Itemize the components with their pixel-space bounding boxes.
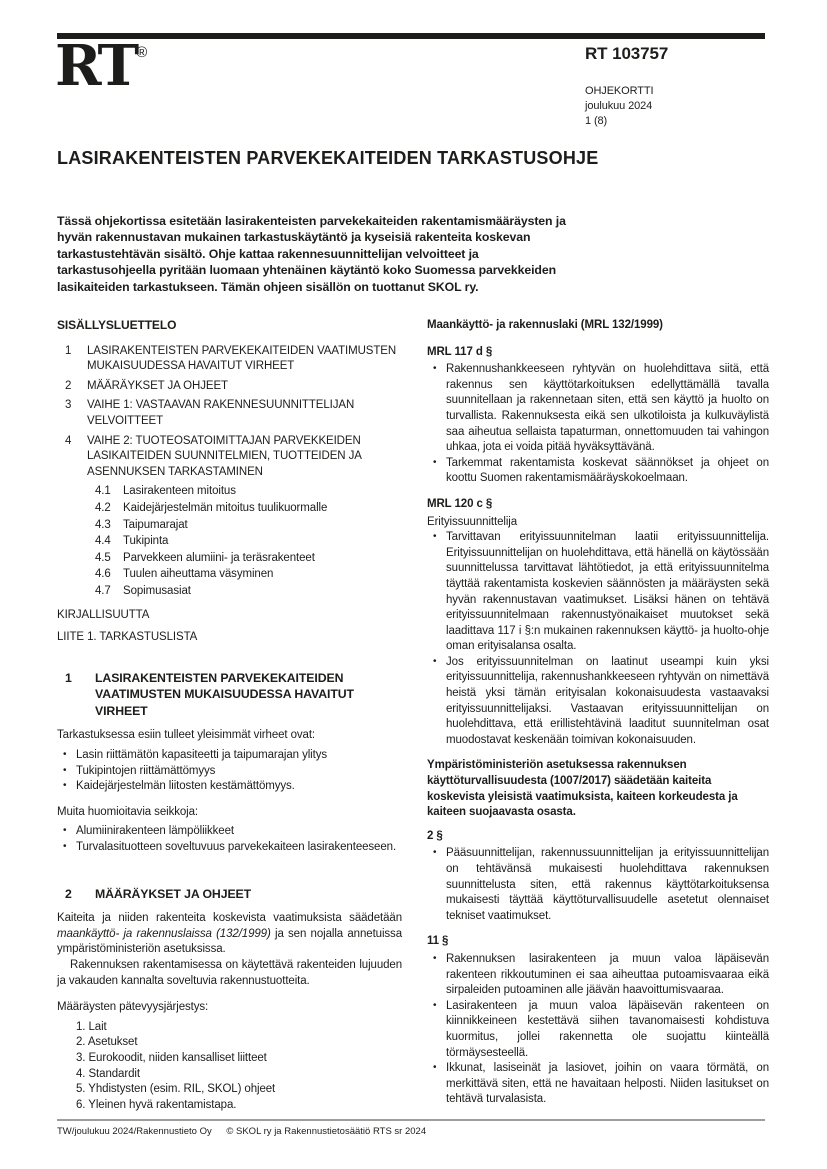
bullet-item: • Turvalasituotteen soveltuvuus parvekekaiteen lasirakenteeseen. (57, 840, 402, 856)
toc-subitem (57, 501, 402, 517)
toc-item-number: 3 (65, 399, 72, 412)
toc-heading: SISÄLLYSLUETTELO (57, 318, 177, 332)
law-reference-italic: maankäyttö- ja rakennuslaissa (132/1999) (57, 927, 271, 940)
toc-item-label: VAIHE 2: TUOTEOSATOIMITTAJAN PARVEKKEIDEN LASIKAITEIDEN SUUNNITELMIEN, TUOTTEIDEN JA ASENNUKSEN TARKASTAMINEN (87, 434, 362, 478)
section-2-title: MÄÄRÄYKSET JA OHJEET (95, 886, 252, 901)
priority-ordered-list (57, 1020, 402, 1114)
document-type: OHJEKORTTI (585, 85, 654, 97)
bullet-item: • Lasirakenteen ja muun valoa läpäisevän rakenteen on kiinnikkeineen kestettävä siihen tavanomaisesti kohdistuva kuormitus, jollei rakennetta ole suojattu kiinteällä törmäysesteellä. (427, 999, 769, 1061)
toc-subitem-label: Tuulen aiheuttama väsyminen (123, 568, 274, 581)
mrl-120c-heading: MRL 120 c § (427, 497, 493, 510)
mrl-120c-bullets (427, 530, 769, 748)
ordered-list-item: 3. Eurokoodit, niiden kansalliset liitteet (76, 1051, 267, 1064)
toc-subitem-label: Parvekkeen alumiini- ja teräsrakenteet (123, 551, 315, 564)
toc-subitem-label: Lasirakenteen mitoitus (123, 485, 236, 498)
paragraph-text: ja sen nojalla annetuissa ympäristöministeriön asetuksissa. (57, 927, 403, 956)
bullet-item: • Tukipintojen riittämättömyys (57, 764, 402, 780)
toc-tail-item (57, 630, 402, 646)
toc-subitem (57, 534, 402, 550)
left-column (57, 318, 402, 1118)
toc-subitem (57, 567, 402, 583)
footer-publisher: TW/joulukuu 2024/Rakennustieto Oy (57, 1126, 212, 1137)
paragraph-text: Kaiteita ja niiden rakenteita koskevista vaatimuksista säädetään (57, 912, 402, 925)
toc-subitem (57, 584, 402, 600)
document-number: RT 103757 (585, 44, 669, 63)
toc-item-number: 4 (65, 434, 72, 447)
toc-subitem-number: 4.5 (95, 551, 111, 564)
toc-item-label: MÄÄRÄYKSET JA OHJEET (87, 379, 228, 392)
toc-sub-list (57, 484, 402, 599)
toc-subitem-label: Tukipinta (123, 535, 169, 548)
toc-subitem-label: Sopimusasiat (123, 584, 191, 597)
toc-subitem-number: 4.7 (95, 584, 111, 597)
toc-item (57, 434, 402, 481)
paragraph-11-bullets (427, 952, 769, 1108)
footer-copyright: © SKOL ry ja Rakennustietosäätiö RTS sr 2024 (226, 1126, 427, 1137)
bullet-item: • Alumiinirakenteen lämpöliikkeet (57, 824, 402, 840)
content-columns (57, 318, 769, 1118)
paragraph-2-heading: 2 § (427, 829, 443, 842)
section-1-title: LASIRAKENTEISTEN PARVEKEKAITEIDEN VAATIMUSTEN MUKAISUUDESSA HAVAITUT VIRHEET (95, 670, 354, 718)
bullet-item: • Pääsuunnittelijan, rakennussuunnittelijan ja erityissuunnittelijan on tehtävänsä mukaisesti huolehdittava rakennuksen suunnittelusta siten, että rakennus käyttötarkoituksensa mukaisesti täyttää käyttöturvallisuudelle asetetut olennaiset tekniset vaatimukset. (427, 846, 769, 924)
toc-item-label: LASIRAKENTEISTEN PARVEKEKAITEIDEN VAATIMUSTEN MUKAISUUDESSA HAVAITUT VIRHEET (87, 344, 397, 373)
mrl-120c-subheading: Erityissuunnittelija (427, 515, 518, 528)
toc-item (57, 379, 402, 395)
section-1-number: 1 (65, 670, 72, 685)
document-date: joulukuu 2024 (585, 100, 653, 112)
toc-subitem (57, 518, 402, 534)
bullet-item: • Rakennuksen lasirakenteen ja muun valoa läpäisevän rakenteen rikkoutuminen ei saa aiheuttaa putoamisvaaraa eikä sirpaleiden putoaminen alle jäävän haavoittumisvaaraa. (427, 952, 769, 999)
mrl-117d-bullets (427, 362, 769, 487)
toc-subitem-number: 4.2 (95, 501, 111, 514)
toc-subitem-number: 4.1 (95, 485, 111, 498)
intro-paragraph: Tässä ohjekortissa esitetään lasirakenteisten parvekekaiteiden rakentamismääräysten ja hyvän rakennustavan mukainen tarkastuskäytäntö ja kyseisiä rakenteita koskevan tarkastustehtävän sisältö. Ohje kattaa rakennesuunnittelijan velvoitteet ja tarkastusohjeella pyritään luomaan yhtenäinen käytäntö koko Suomessa parvekkeiden lasikaiteiden tarkastukseen. Tämän ohjeen sisällön on tuottanut SKOL ry. (57, 214, 566, 294)
toc-item (57, 398, 402, 429)
section-2-paragraph-3: Määräysten pätevyysjärjestys: (57, 1001, 209, 1014)
toc-subitem (57, 484, 402, 500)
ordered-list-item: 4. Standardit (76, 1067, 140, 1080)
ordered-list-item: 2. Asetukset (76, 1036, 138, 1049)
ordered-list-item: 6. Yleinen hyvä rakentamistapa. (76, 1098, 237, 1111)
section-1-bullets-1 (57, 748, 402, 795)
section-1-paragraph-2: Muita huomioitavia seikkoja: (57, 805, 199, 818)
toc-item (57, 344, 402, 375)
toc-main-list (57, 344, 402, 481)
bullet-item: • Rakennushankkeeseen ryhtyvän on huolehdittava siitä, että rakennus sen käyttötarkoituksen edellyttämällä tavalla suunnitellaan ja rakennetaan siten, että sen käyttö ja huolto on turvallista. Rakennuksesta eikä sen ulkotiloista ja kulkuväylistä saa aiheutua sellaista tapaturman, onnettomuuden tai vahingon uhkaa, jota ei voida pitää hyväksyttävänä. (427, 362, 769, 456)
section-2-heading (57, 886, 402, 903)
document-meta (585, 84, 653, 129)
bullet-item: • Tarkemmat rakentamista koskevat säännökset ja ohjeet on koottu Suomen rakentamismääräyskokoelmaan. (427, 456, 769, 487)
paragraph-2-bullets (427, 846, 769, 924)
paragraph-11-heading: 11 § (427, 935, 449, 948)
mrl-117d-heading: MRL 117 d § (427, 345, 493, 358)
toc-subitem-number: 4.6 (95, 568, 111, 581)
bullet-item: • Lasin riittämätön kapasiteetti ja taipumarajan ylitys (57, 748, 402, 764)
registered-trademark-icon: ® (136, 44, 148, 61)
toc-tail-item (57, 608, 402, 624)
ym-decree-block: Ympäristöministeriön asetuksessa rakennuksen käyttöturvallisuudesta (1007/2017) säädetään kaiteita koskevista yleisistä vaatimuksista, kaiteen korkeudesta ja kaiteen suojaavasta osasta. (427, 759, 738, 819)
rt-logo-text: RT (55, 33, 137, 99)
page-title: LASIRAKENTEISTEN PARVEKEKAITEIDEN TARKASTUSOHJE (57, 148, 599, 168)
rt-logo (55, 33, 148, 99)
toc-tail-list (57, 608, 402, 646)
section-2 (57, 886, 402, 1114)
law-heading: Maankäyttö- ja rakennuslaki (MRL 132/1999) (427, 319, 663, 331)
toc-subitem-number: 4.3 (95, 518, 111, 531)
ordered-list-item: 1. Lait (76, 1020, 107, 1033)
toc-item-number: 2 (65, 379, 72, 392)
toc-tail-item-label: KIRJALLISUUTTA (57, 608, 150, 621)
footer (57, 1126, 765, 1137)
section-1-bullets-2 (57, 824, 402, 855)
right-column (427, 318, 769, 1118)
toc-subitem-label: Kaidejärjestelmän mitoitus tuulikuormalle (123, 501, 328, 514)
section-2-paragraph-2: Rakennuksen rakentamisessa on käytettävä rakenteiden lujuuden ja vakauden kannalta soveltuvia rakennustuotteita. (57, 959, 402, 987)
page-indicator: 1 (8) (585, 115, 608, 127)
bullet-item: • Ikkunat, lasiseinät ja lasiovet, joihin on vaara törmätä, on merkittävä siten, että ne havaitaan helposti. Niiden lasitukset on tehtävä turvalasista. (427, 1061, 769, 1108)
section-2-number: 2 (65, 886, 72, 901)
toc-tail-item-label: LIITE 1. TARKASTUSLISTA (57, 631, 198, 644)
section-1-heading (57, 670, 402, 720)
toc-item-number: 1 (65, 344, 72, 357)
bullet-item: • Jos erityissuunnitelman on laatinut useampi kuin yksi erityissuunnittelija, rakennushankkeeseen ryhtyvän on nimettävä heistä yksi tämän erityisalan kokonaisuudesta vastaavaksi erityissuunnittelijaksi. Vastaavan erityissuunnittelijan on huolehdittava, että erillistehtävinä laaditut suunnitelman osat muodostavat keskenään toimivan kokonaisuuden. (427, 655, 769, 749)
section-2-paragraph-1 (57, 911, 402, 958)
bullet-item: • Tarvittavan erityissuunnitelman laatii erityissuunnittelija. Erityissuunnittelijan on huolehdittava, että hänellä on käytössään suunnittelussa tarvittavat lähtötiedot, ja että erityissuunnitelma täyttää rakentamista koskevien säännösten ja määräysten sekä hyvän rakennustavan vaatimukset. Lisäksi hänen on tehtävä erityissuunnitelmaan rakennustyönaikaiset muutokset sekä laadittava 117 i §:n mukainen rakennuksen käyttö- ja huolto-ohje oman erityisalansa osalta. (427, 530, 769, 655)
ordered-list-item: 5. Yhdistysten (esim. RIL, SKOL) ohjeet (76, 1083, 276, 1096)
header-top-bar (57, 33, 765, 39)
toc-subitem (57, 551, 402, 567)
footer-divider (57, 1119, 765, 1121)
toc-item-label: VAIHE 1: VASTAAVAN RAKENNESUUNNITTELIJAN VELVOITTEET (87, 399, 355, 427)
bullet-item: • Kaidejärjestelmän liitosten kestämättömyys. (57, 779, 402, 795)
toc-subitem-number: 4.4 (95, 535, 111, 548)
section-1-paragraph: Tarkastuksessa esiin tulleet yleisimmät virheet ovat: (57, 729, 316, 742)
section-1 (57, 670, 402, 856)
toc-subitem-label: Taipumarajat (123, 518, 188, 531)
